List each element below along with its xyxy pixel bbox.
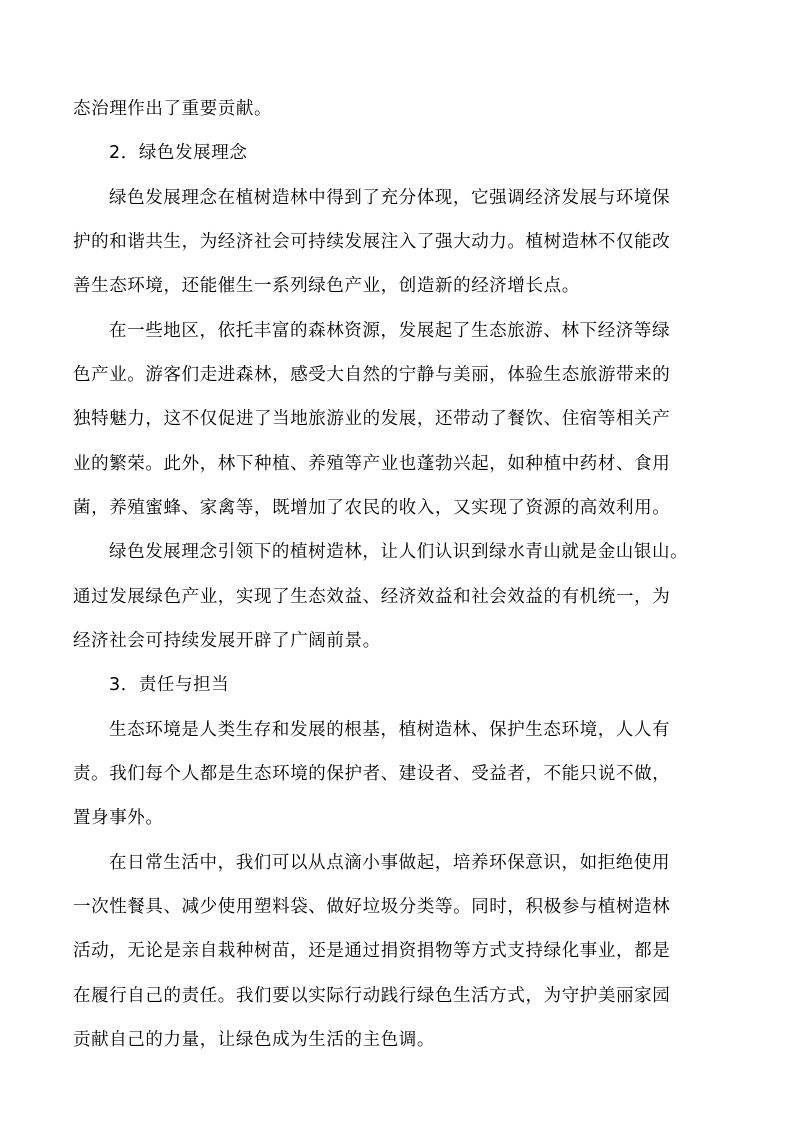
section-heading-green-development: 2．绿色发展理念	[109, 143, 248, 163]
paragraph-line: 经济社会可持续发展开辟了广阔前景。	[73, 631, 381, 651]
paragraph-line: 在一些地区，依托丰富的森林资源，发展起了生态旅游、林下经济等绿	[109, 321, 671, 341]
section-heading-responsibility: 3．责任与担当	[109, 675, 230, 695]
paragraph-line: 责。我们每个人都是生态环境的保护者、建设者、受益者，不能只说不做，	[73, 764, 671, 784]
paragraph-line: 绿色发展理念引领下的植树造林，让人们认识到绿水青山就是金山银山。	[109, 542, 689, 562]
paragraph-line: 置身事外。	[73, 808, 164, 828]
paragraph-line: 在日常生活中，我们可以从点滴小事做起，培养环保意识，如拒绝使用	[109, 853, 671, 873]
paragraph-line: 一次性餐具、减少使用塑料袋、做好垃圾分类等。同时，积极参与植树造林	[73, 897, 671, 917]
paragraph-line: 活动，无论是亲自栽种树苗，还是通过捐资捐物等方式支持绿化事业，都是	[73, 941, 671, 961]
paragraph-line: 业的繁荣。此外，林下种植、养殖等产业也蓬勃兴起，如种植中药材、食用	[73, 454, 671, 474]
paragraph-line: 护的和谐共生，为经济社会可持续发展注入了强大动力。植树造林不仅能改	[73, 232, 671, 252]
paragraph-line: 色产业。游客们走进森林，感受大自然的宁静与美丽，体验生态旅游带来的	[73, 365, 671, 385]
paragraph-line: 菌，养殖蜜蜂、家禽等，既增加了农民的收入，又实现了资源的高效利用。	[73, 498, 671, 518]
paragraph-line: 绿色发展理念在植树造林中得到了充分体现，它强调经济发展与环境保	[109, 188, 671, 208]
paragraph-line: 贡献自己的力量，让绿色成为生活的主色调。	[73, 1030, 435, 1050]
paragraph-line: 独特魅力，这不仅促进了当地旅游业的发展，还带动了餐饮、住宿等相关产	[73, 409, 671, 429]
paragraph-line: 在履行自己的责任。我们要以实际行动践行绿色生活方式，为守护美丽家园	[73, 986, 671, 1006]
paragraph-line: 生态环境是人类生存和发展的根基，植树造林、保护生态环境，人人有	[109, 720, 671, 740]
paragraph-line: 态治理作出了重要贡献。	[73, 99, 273, 119]
paragraph-line: 通过发展绿色产业，实现了生态效益、经济效益和社会效益的有机统一，为	[73, 587, 671, 607]
paragraph-line: 善生态环境，还能催生一系列绿色产业，创造新的经济增长点。	[73, 276, 580, 296]
